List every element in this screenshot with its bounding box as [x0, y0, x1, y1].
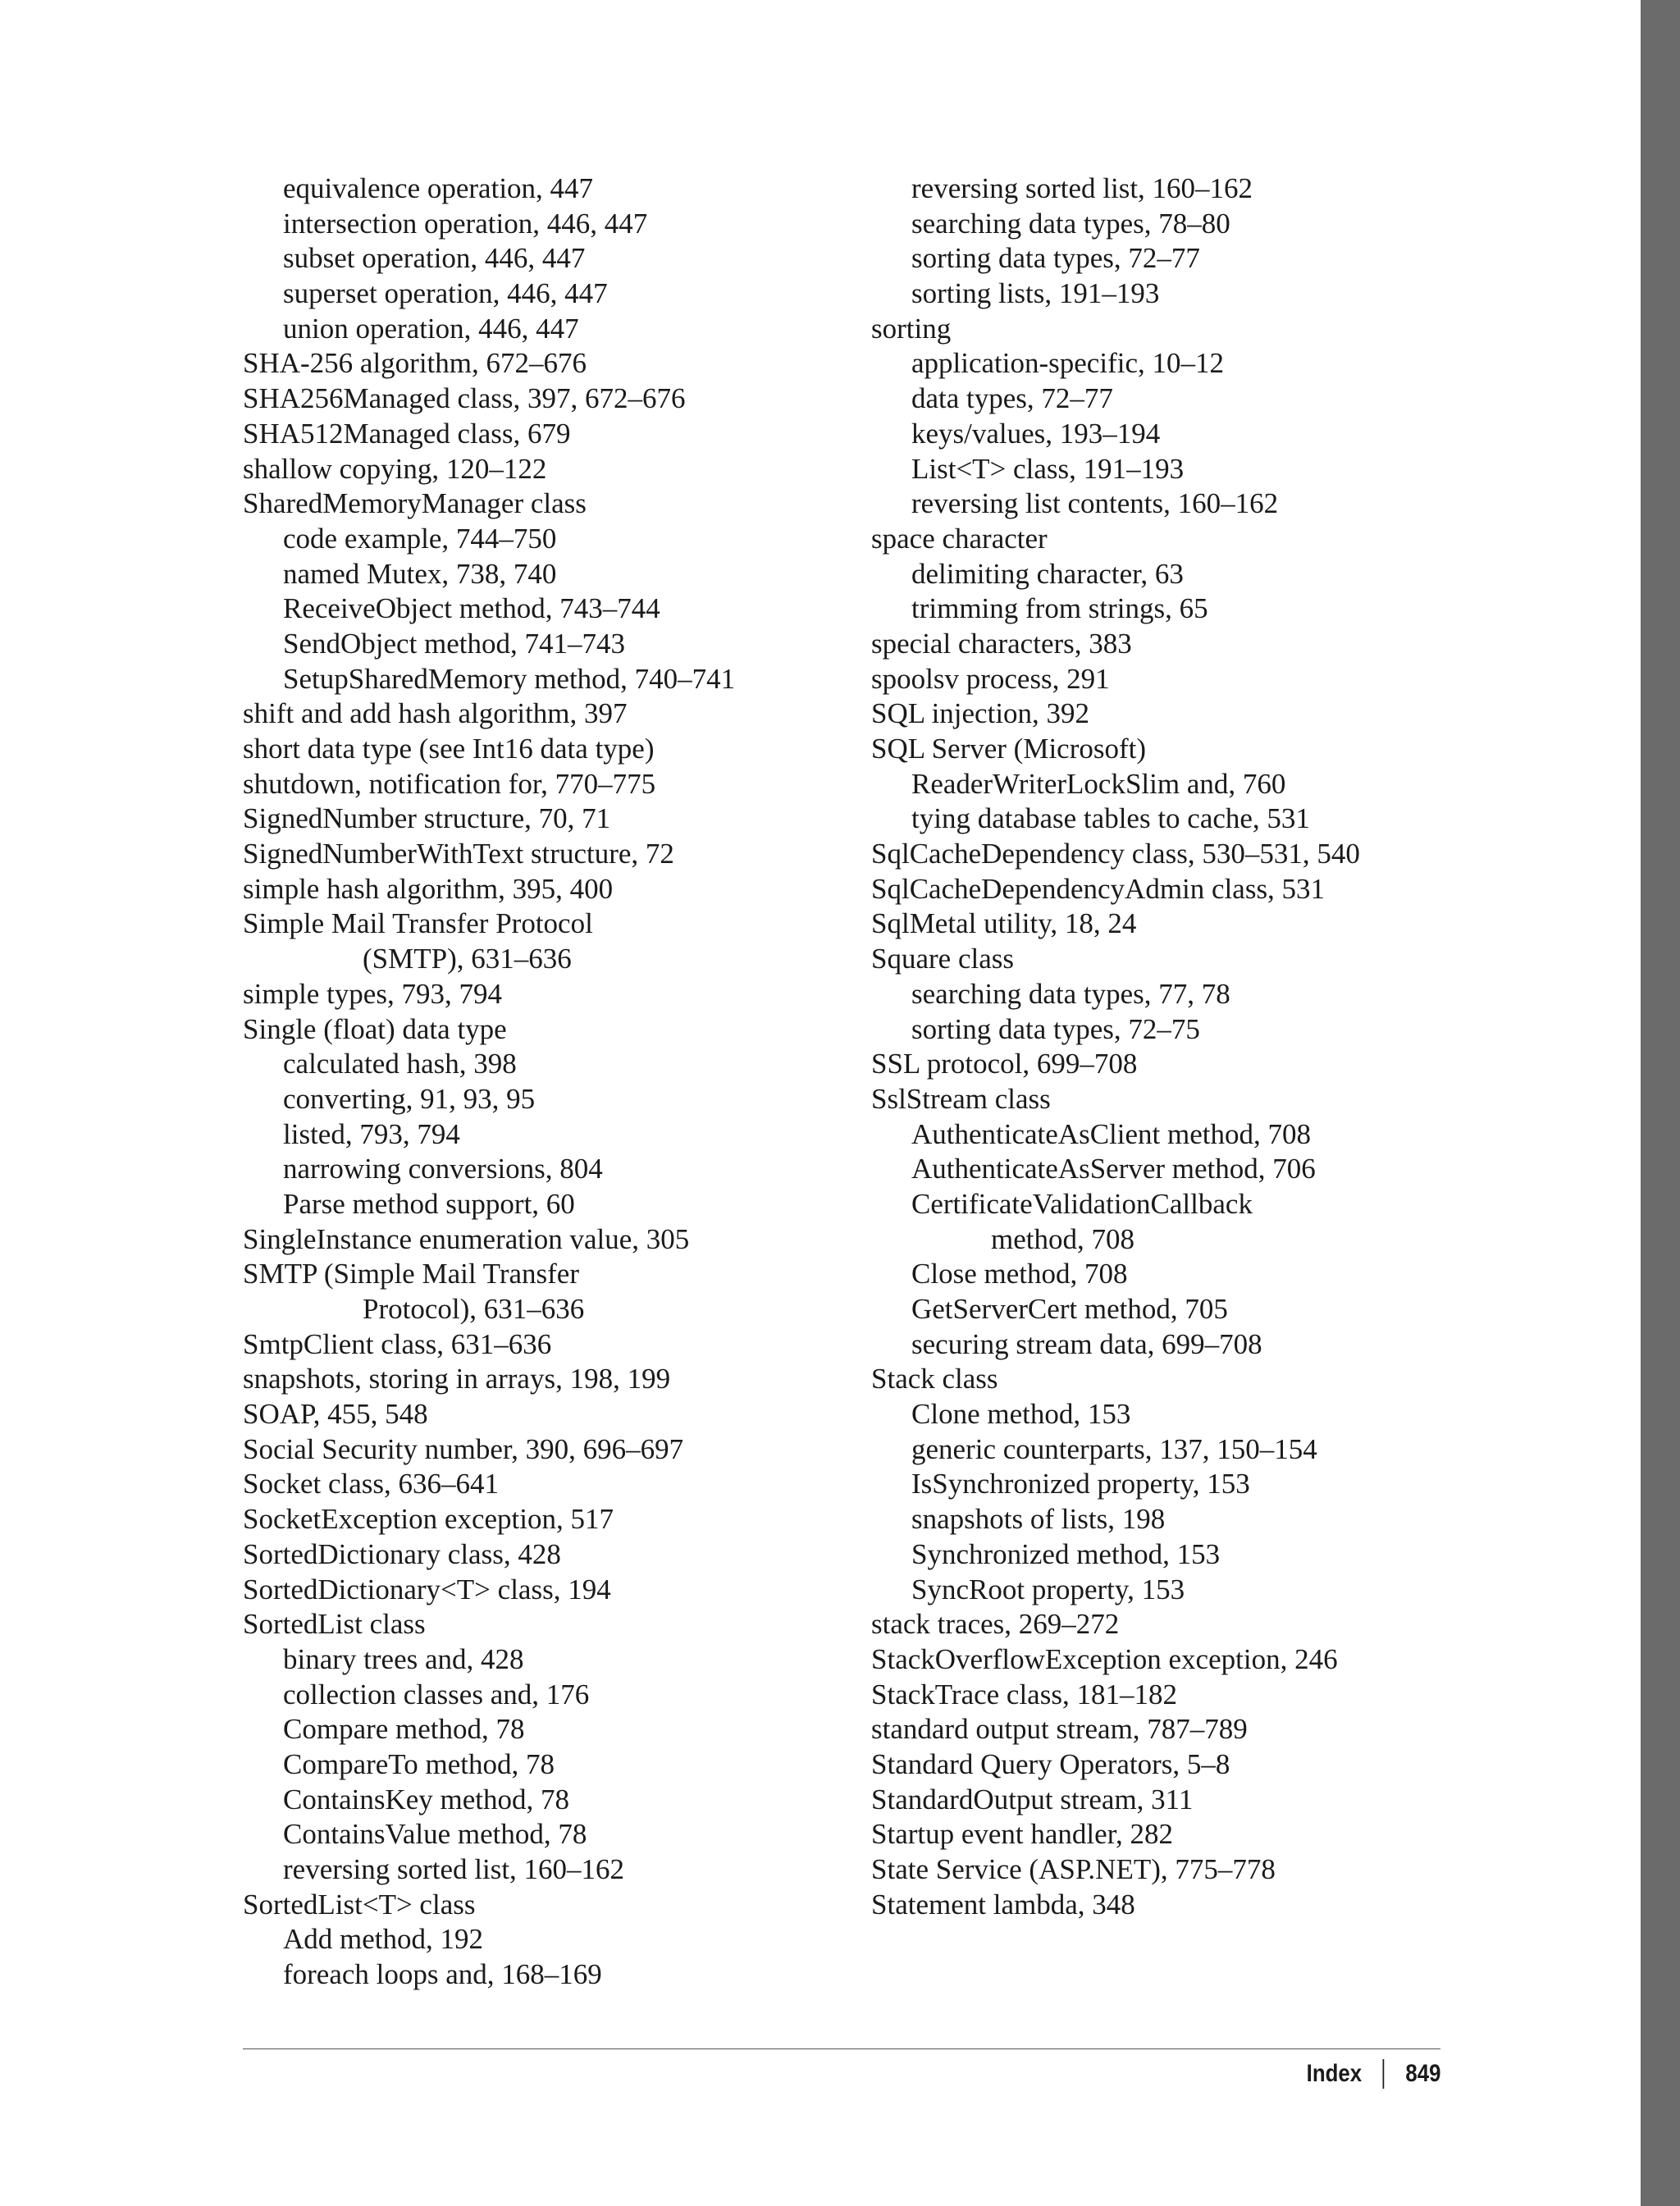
index-subentry: ReaderWriterLockSlim and, 760	[911, 767, 1286, 800]
index-entry: Social Security number, 390, 696–697	[243, 1432, 684, 1465]
index-entry: Single (float) data type	[243, 1012, 507, 1045]
index-entry: SignedNumber structure, 70, 71	[243, 802, 611, 835]
index-subentry: CompareTo method, 78	[283, 1747, 555, 1780]
index-subentry: CertificateValidationCallback	[911, 1187, 1253, 1220]
index-entry: Stack class	[871, 1363, 998, 1395]
index-subentry: sorting data types, 72–75	[911, 1012, 1200, 1045]
index-entry: space character	[871, 522, 1048, 555]
index-entry: SQL injection, 392	[871, 697, 1090, 730]
page-edge-bar	[1641, 0, 1680, 2206]
index-subentry: generic counterparts, 137, 150–154	[911, 1432, 1317, 1465]
index-entry: shutdown, notification for, 770–775	[243, 767, 656, 800]
index-entry: snapshots, storing in arrays, 198, 199	[243, 1363, 671, 1395]
index-subentry: IsSynchronized property, 153	[911, 1468, 1250, 1500]
index-entry: SignedNumberWithText structure, 72	[243, 838, 674, 870]
index-entry: SslStream class	[871, 1082, 1051, 1115]
index-entry: special characters, 383	[871, 627, 1132, 660]
index-column-right	[871, 171, 1478, 1922]
index-entry: shallow copying, 120–122	[243, 452, 547, 485]
index-entry: simple types, 793, 794	[243, 977, 502, 1010]
index-subentry: named Mutex, 738, 740	[283, 557, 557, 590]
index-subentry: ContainsKey method, 78	[283, 1783, 569, 1815]
index-subentry: securing stream data, 699–708	[911, 1327, 1262, 1360]
index-subentry: Add method, 192	[283, 1923, 484, 1956]
index-entry: Square class	[871, 943, 1014, 975]
index-entry: SharedMemoryManager class	[243, 487, 587, 520]
index-entry: sorting	[871, 312, 952, 345]
index-entry: StackOverflowException exception, 246	[871, 1642, 1338, 1675]
index-entry: SOAP, 455, 548	[243, 1398, 428, 1431]
index-subentry: trimming from strings, 65	[911, 592, 1208, 625]
index-subentry: collection classes and, 176	[283, 1678, 590, 1710]
index-entry: SortedList<T> class	[243, 1888, 476, 1921]
index-subentry: superset operation, 446, 447	[283, 277, 608, 310]
index-entry: SingleInstance enumeration value, 305	[243, 1222, 690, 1255]
index-subentry: SendObject method, 741–743	[283, 627, 626, 660]
index-entry: SmtpClient class, 631–636	[243, 1327, 552, 1360]
index-entry: SocketException exception, 517	[243, 1503, 614, 1536]
index-entry: Statement lambda, 348	[871, 1888, 1135, 1921]
footer-section-label: Index	[1306, 2060, 1362, 2087]
index-entry: short data type (see Int16 data type)	[243, 733, 655, 765]
index-subentry: equivalence operation, 447	[283, 172, 594, 204]
index-subentry: sorting lists, 191–193	[911, 277, 1160, 310]
index-entry: SQL Server (Microsoft)	[871, 733, 1147, 765]
index-subentry: reversing sorted list, 160–162	[911, 172, 1253, 204]
index-entry: StandardOutput stream, 311	[871, 1783, 1194, 1815]
footer-page-number: 849	[1404, 2060, 1440, 2087]
index-entry: standard output stream, 787–789	[871, 1713, 1248, 1746]
index-subentry: (SMTP), 631–636	[363, 943, 572, 975]
index-entry: SSL protocol, 699–708	[871, 1048, 1138, 1080]
index-subentry: delimiting character, 63	[911, 557, 1184, 590]
index-entry: Startup event handler, 282	[871, 1818, 1173, 1851]
index-subentry: union operation, 446, 447	[283, 312, 579, 345]
index-column-left	[243, 171, 817, 1993]
index-subentry: Compare method, 78	[283, 1713, 525, 1746]
index-subentry: reversing sorted list, 160–162	[283, 1853, 625, 1885]
index-subentry: binary trees and, 428	[283, 1642, 524, 1675]
index-entry: shift and add hash algorithm, 397	[243, 697, 628, 730]
index-subentry: ContainsValue method, 78	[283, 1818, 587, 1851]
index-subentry: intersection operation, 446, 447	[283, 207, 648, 240]
index-subentry: SyncRoot property, 153	[911, 1573, 1185, 1605]
index-subentry: calculated hash, 398	[283, 1048, 517, 1080]
index-entry: SqlMetal utility, 18, 24	[871, 907, 1137, 940]
index-subentry: subset operation, 446, 447	[283, 242, 586, 275]
index-subentry: AuthenticateAsClient method, 708	[911, 1117, 1311, 1150]
index-entry: SqlCacheDependencyAdmin class, 531	[871, 872, 1326, 905]
index-subentry: GetServerCert method, 705	[911, 1293, 1228, 1325]
page-footer	[1306, 2058, 1440, 2090]
index-subentry: Parse method support, 60	[283, 1187, 575, 1220]
index-entry: SMTP (Simple Mail Transfer	[243, 1258, 579, 1290]
index-subentry: SetupSharedMemory method, 740–741	[283, 662, 736, 695]
index-subentry: method, 708	[991, 1222, 1134, 1255]
index-entry: SHA-256 algorithm, 672–676	[243, 347, 587, 380]
index-entry: Simple Mail Transfer Protocol	[243, 907, 593, 940]
index-subentry: data types, 72–77	[911, 382, 1113, 415]
index-subentry: snapshots of lists, 198	[911, 1503, 1166, 1536]
index-subentry: ReceiveObject method, 743–744	[283, 592, 660, 625]
index-subentry: searching data types, 78–80	[911, 207, 1230, 240]
index-subentry: Synchronized method, 153	[911, 1537, 1221, 1570]
index-entry: stack traces, 269–272	[871, 1608, 1120, 1641]
index-entry: SHA256Managed class, 397, 672–676	[243, 382, 686, 415]
index-subentry: narrowing conversions, 804	[283, 1153, 603, 1185]
index-subentry: Clone method, 153	[911, 1398, 1131, 1431]
index-entry: Socket class, 636–641	[243, 1468, 500, 1500]
index-subentry: List<T> class, 191–193	[911, 452, 1185, 485]
index-entry: SortedList class	[243, 1608, 426, 1641]
index-entry: spoolsv process, 291	[871, 662, 1110, 695]
index-subentry: Close method, 708	[911, 1258, 1128, 1290]
index-subentry: application-specific, 10–12	[911, 347, 1224, 380]
index-entry: simple hash algorithm, 395, 400	[243, 872, 614, 905]
index-subentry: keys/values, 193–194	[911, 417, 1161, 450]
index-entry: SHA512Managed class, 679	[243, 417, 571, 450]
footer-rule	[243, 2048, 1440, 2049]
footer-separator	[1382, 2059, 1384, 2089]
index-subentry: searching data types, 77, 78	[911, 977, 1230, 1010]
index-subentry: converting, 91, 93, 95	[283, 1082, 536, 1115]
index-entry: SortedDictionary class, 428	[243, 1537, 561, 1570]
index-subentry: Protocol), 631–636	[363, 1293, 585, 1325]
index-subentry: AuthenticateAsServer method, 706	[911, 1153, 1316, 1185]
index-entry: State Service (ASP.NET), 775–778	[871, 1853, 1276, 1885]
index-subentry: foreach loops and, 168–169	[283, 1958, 602, 1991]
index-entry: SortedDictionary<T> class, 194	[243, 1573, 611, 1605]
index-subentry: sorting data types, 72–77	[911, 242, 1200, 275]
index-subentry: code example, 744–750	[283, 522, 557, 555]
index-subentry: tying database tables to cache, 531	[911, 802, 1310, 835]
index-entry: SqlCacheDependency class, 530–531, 540	[871, 838, 1360, 870]
index-subentry: reversing list contents, 160–162	[911, 487, 1279, 520]
index-entry: StackTrace class, 181–182	[871, 1678, 1177, 1710]
index-entry: Standard Query Operators, 5–8	[871, 1747, 1230, 1780]
index-subentry: listed, 793, 794	[283, 1117, 460, 1150]
